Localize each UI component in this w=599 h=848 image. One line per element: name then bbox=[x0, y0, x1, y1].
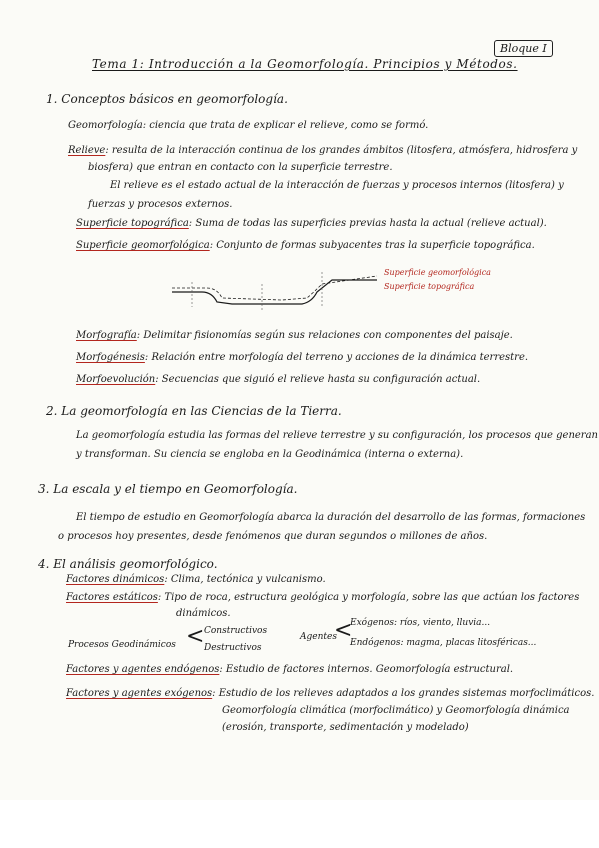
agentes-item-exogenos: Exógenos: ríos, viento, lluvia... bbox=[350, 618, 491, 628]
page-bottom-margin bbox=[0, 800, 599, 848]
factores-exogenos-line-3: (erosión, transporte, sedimentación y modelado) bbox=[222, 722, 469, 733]
section-4-heading: 4. El análisis geomorfológico. bbox=[38, 557, 218, 571]
exo-term: Factores y agentes exógenos bbox=[66, 688, 213, 699]
diagram-label-topografica: Superficie topográfica bbox=[384, 282, 475, 291]
agentes-item-endogenos: Endógenos: magma, placas litosféricas... bbox=[350, 638, 537, 648]
morfografia-term: Morfografía bbox=[76, 330, 137, 341]
geomorfologia-definition: Geomorfología: ciencia que trata de explicar el relieve, como se formó. bbox=[68, 120, 429, 131]
diagram-label-geomorfologica: Superficie geomorfológica bbox=[384, 268, 491, 277]
morfografia-def: : Delimitar fisionomías según sus relaciones con componentes del paisaje. bbox=[136, 330, 513, 341]
section-2-heading: 2. La geomorfología en las Ciencias de la Tierra. bbox=[46, 404, 342, 418]
bloque-badge: Bloque I bbox=[494, 40, 553, 57]
relieve-line-3: El relieve es el estado actual de la interacción de fuerzas y procesos internos (litosfera) y bbox=[110, 180, 564, 191]
factores-dinamicos bbox=[66, 574, 326, 585]
fe-term: Factores estáticos bbox=[66, 592, 158, 603]
morfoevolucion-def: : Secuencias que siguió el relieve hasta su configuración actual. bbox=[155, 374, 481, 385]
morfogenesis bbox=[76, 352, 528, 363]
section-3-line-2: o procesos hoy presentes, desde fenómenos que duran segundos o millones de años. bbox=[58, 531, 488, 542]
agentes-label: Agentes bbox=[300, 632, 337, 642]
endo-term: Factores y agentes endógenos bbox=[66, 664, 220, 675]
factores-estaticos bbox=[66, 592, 579, 603]
morfogenesis-term: Morfogénesis bbox=[76, 352, 145, 363]
fe-def: : Tipo de roca, estructura geológica y morfología, sobre las que actúan los factores bbox=[157, 592, 580, 603]
morfografia bbox=[76, 330, 513, 341]
relieve-line-2: biosfera) que entran en contacto con la superficie terrestre. bbox=[88, 162, 393, 173]
agentes-brace: < bbox=[334, 618, 353, 643]
relieve-def-1: : resulta de la interacción continua de los grandes ámbitos (litosfera, atmósfera, hidrosfera y bbox=[105, 145, 578, 156]
factores-exogenos-line-2: Geomorfología climática (morfoclimático) y Geomorfología dinámica bbox=[222, 705, 570, 716]
page-title: Tema 1: Introducción a la Geomorfología. Principios y Métodos. bbox=[92, 57, 518, 71]
sup-topo-term: Superficie topográfica bbox=[76, 218, 189, 229]
morfogenesis-def: : Relación entre morfología del terreno y acciones de la dinámica terrestre. bbox=[144, 352, 529, 363]
section-2-line-1: La geomorfología estudia las formas del relieve terrestre y su configuración, los procesos que generan bbox=[76, 430, 598, 441]
factores-estaticos-line-2: dinámicos. bbox=[176, 608, 231, 619]
relieve-term: Relieve bbox=[68, 145, 106, 156]
terrain-sketch bbox=[162, 262, 382, 312]
section-3-line-1: El tiempo de estudio en Geomorfología abarca la duración del desarrollo de las formas, formaciones bbox=[76, 512, 586, 523]
procesos-item-destructivos: Destructivos bbox=[204, 643, 262, 653]
relieve-line-4: fuerzas y procesos externos. bbox=[88, 199, 233, 210]
factores-exogenos bbox=[66, 688, 594, 699]
morfoevolucion-term: Morfoevolución bbox=[76, 374, 156, 385]
fd-def: : Clima, tectónica y vulcanismo. bbox=[164, 574, 326, 585]
fd-term: Factores dinámicos bbox=[66, 574, 165, 585]
exo-def: : Estudio de los relieves adaptados a los grandes sistemas morfoclimáticos. bbox=[212, 688, 595, 699]
section-1-heading: 1. Conceptos básicos en geomorfología. bbox=[46, 92, 288, 106]
procesos-brace: < bbox=[186, 624, 205, 649]
relieve-line-1 bbox=[68, 145, 577, 156]
procesos-label: Procesos Geodinámicos bbox=[68, 640, 176, 650]
endo-def: : Estudio de factores internos. Geomorfología estructural. bbox=[219, 664, 514, 675]
factores-endogenos bbox=[66, 664, 513, 675]
sup-geo-def: : Conjunto de formas subyacentes tras la superficie topográfica. bbox=[209, 240, 535, 251]
superficie-geomorfologica bbox=[76, 240, 535, 251]
procesos-item-constructivos: Constructivos bbox=[204, 626, 268, 636]
superficie-topografica bbox=[76, 218, 547, 229]
sup-geo-term: Superficie geomorfológica bbox=[76, 240, 210, 251]
section-3-heading: 3. La escala y el tiempo en Geomorfología. bbox=[38, 482, 298, 496]
morfoevolucion bbox=[76, 374, 480, 385]
section-2-line-2: y transforman. Su ciencia se engloba en la Geodinámica (interna o externa). bbox=[76, 449, 464, 460]
sup-topo-def: : Suma de todas las superficies previas hasta la actual (relieve actual). bbox=[188, 218, 547, 229]
